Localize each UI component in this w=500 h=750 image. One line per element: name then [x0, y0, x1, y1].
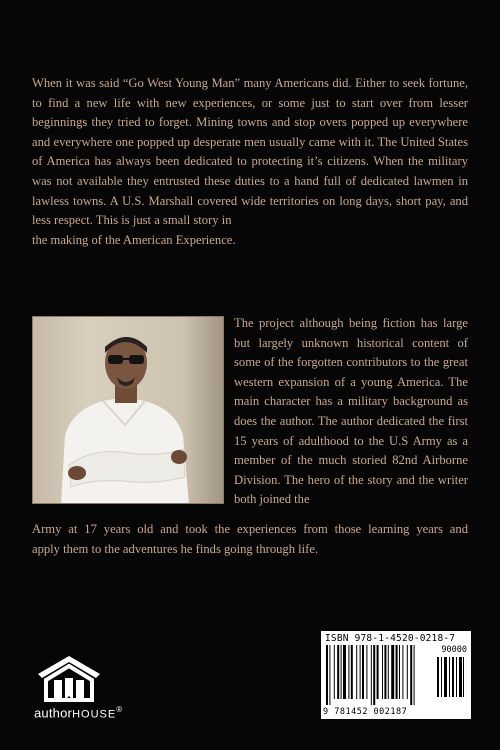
- isbn-barcode: [320, 630, 472, 720]
- author-bio-wide-lines: [32, 520, 468, 559]
- barcode-bar: [373, 645, 375, 705]
- barcode-bar: [388, 645, 389, 699]
- barcode-bar: [410, 645, 412, 705]
- price-code: 90000: [441, 645, 467, 655]
- price-bars: [437, 657, 465, 697]
- author-bio-wide-line: Army at 17 years old and took the experiences from those learning years and: [32, 522, 468, 536]
- barcode-bar: [341, 645, 342, 699]
- author-figure: [33, 317, 224, 504]
- ean-bars: [326, 645, 434, 705]
- barcode-bar: [382, 645, 383, 699]
- ean-digits: 9 781452 002187: [323, 707, 408, 717]
- author-bio-text: The project although being fiction has large but largely unknown historical content of some of the forgotten contributors to the great western expansion of a young America. The main character has a military background as does the author. The author dedicated the first 15 years of adulthood to the U.S Army as a member of the much storied 82nd Airborne Division. The hero of the story and the writer both joined the: [234, 316, 468, 507]
- barcode-bar: [326, 645, 328, 705]
- barcode-bar: [362, 645, 364, 699]
- barcode-bar: [329, 645, 330, 705]
- barcode-bar: [371, 645, 372, 705]
- barcode-bar: [351, 645, 353, 699]
- house-book-icon: [34, 654, 104, 706]
- barcode-bar: [360, 645, 361, 699]
- barcode-bar: [384, 645, 386, 699]
- barcode-bar: [356, 645, 357, 699]
- barcode-bar: [399, 645, 400, 699]
- barcode-bar: [337, 645, 339, 699]
- publisher-name-part2: HOUSE: [72, 708, 117, 721]
- barcode-bar: [366, 645, 367, 699]
- barcode-bar: [334, 645, 335, 699]
- synopsis-text: When it was said “Go West Young Man” many Americans did. Either to seek fortune, to find a new life with new experiences, or some just to start over from lesser beginnings they tried to forget. Mining towns and stop overs popped up everywhere and everywhere one popped up desperate men usually came with it. The United States of America has always been dedicated to protecting it’s citizens. When the military was not available they entrusted these duties to a hand full of dedicated lawmen in lawless towns. A U.S. Marshall covered wide territories on long days, short pay, and less respect. This is just a small story in: [32, 76, 468, 228]
- barcode-bar: [396, 645, 398, 699]
- barcode-bar: [343, 645, 346, 699]
- barcode-bar: [407, 645, 408, 699]
- synopsis-paragraph: [32, 74, 468, 250]
- barcode-bar: [402, 645, 403, 699]
- publisher-name: [34, 705, 122, 720]
- synopsis-last-line: the making of the American Experience.: [32, 232, 236, 247]
- isbn-label: ISBN 978-1-4520-0218-7: [325, 633, 456, 644]
- barcode-bar: [391, 645, 394, 699]
- barcode-bar: [414, 645, 415, 705]
- publisher-name-part1: author: [34, 705, 73, 721]
- barcode-bar: [377, 645, 379, 699]
- author-photo: [32, 316, 224, 504]
- registered-mark: ®: [116, 705, 123, 714]
- author-bio-paragraph: [234, 314, 468, 510]
- author-bio-wide-line: apply them to the adventures he finds going through life.: [32, 541, 319, 556]
- barcode-bar: [348, 645, 349, 699]
